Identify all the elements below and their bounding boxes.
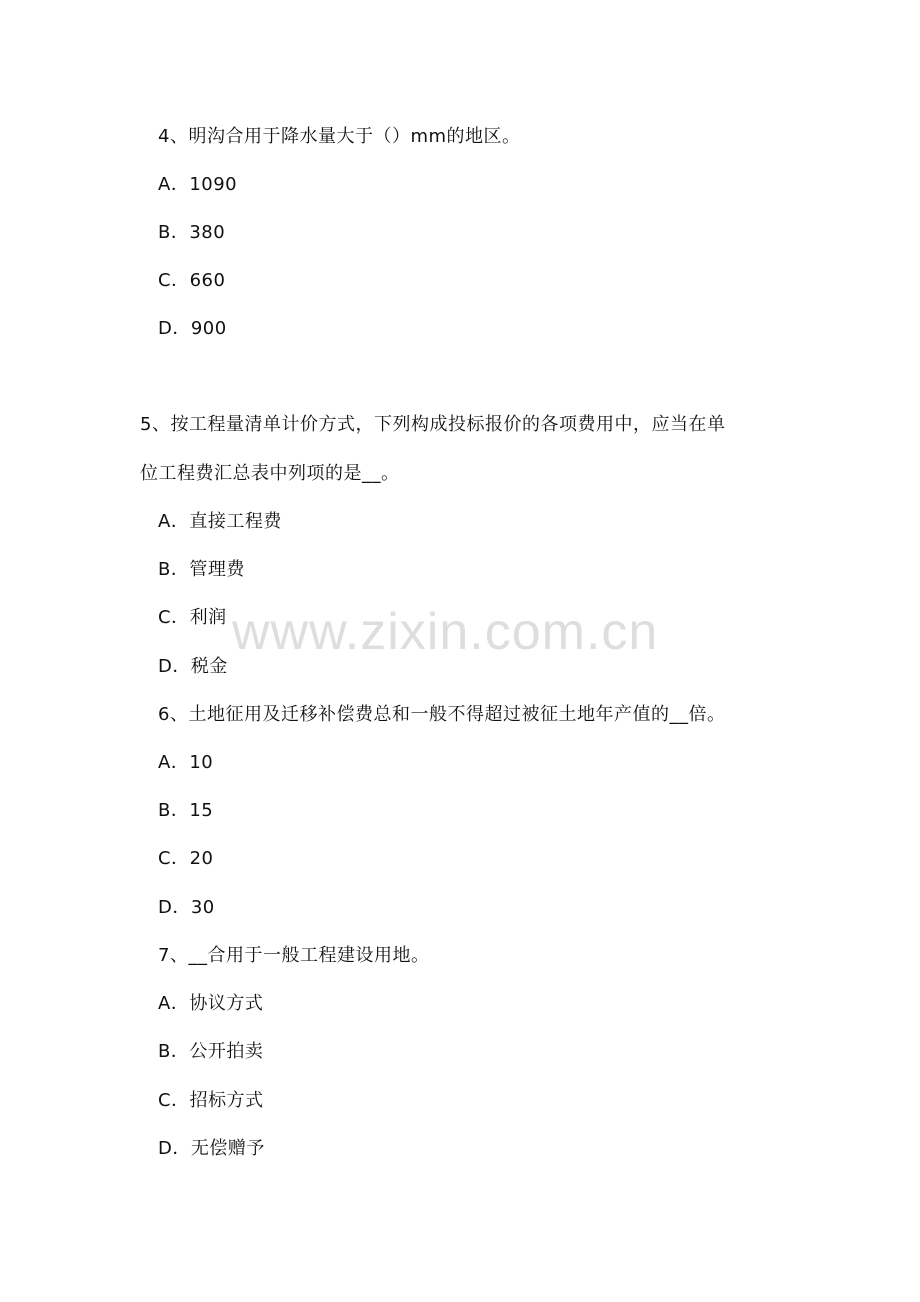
question-5-option-a: A．直接工程费 — [158, 511, 282, 532]
question-7-option-a: A．协议方式 — [158, 993, 264, 1014]
question-4-option-b: B．380 — [158, 222, 226, 243]
question-5-option-d: D．税金 — [158, 656, 228, 677]
question-5-stem-line-2: 位工程费汇总表中列项的是__。 — [140, 463, 400, 484]
question-4-option-c: C．660 — [158, 270, 226, 291]
question-5-stem-line-1: 5、按工程量清单计价方式，下列构成投标报价的各项费用中，应当在单 — [140, 414, 726, 435]
question-4-stem: 4、明沟合用于降水量大于（）mm的地区。 — [158, 126, 521, 147]
question-7-option-b: B．公开拍卖 — [158, 1041, 264, 1062]
question-5-option-c: C．利润 — [158, 607, 227, 628]
question-6-stem: 6、土地征用及迁移补偿费总和一般不得超过被征土地年产值的__倍。 — [158, 704, 726, 725]
question-7-option-d: D．无偿赠予 — [158, 1138, 265, 1159]
question-6-option-d: D．30 — [158, 897, 215, 918]
question-5-option-b: B．管理费 — [158, 559, 245, 580]
question-6-option-b: B．15 — [158, 800, 214, 821]
question-6-option-a: A．10 — [158, 752, 214, 773]
question-7-stem: 7、__合用于一般工程建设用地。 — [158, 945, 430, 966]
watermark-text: www.zixin.com.cn — [232, 603, 659, 661]
question-4-option-a: A．1090 — [158, 174, 238, 195]
question-6-option-c: C．20 — [158, 848, 214, 869]
question-4-option-d: D．900 — [158, 318, 227, 339]
question-7-option-c: C．招标方式 — [158, 1090, 264, 1111]
